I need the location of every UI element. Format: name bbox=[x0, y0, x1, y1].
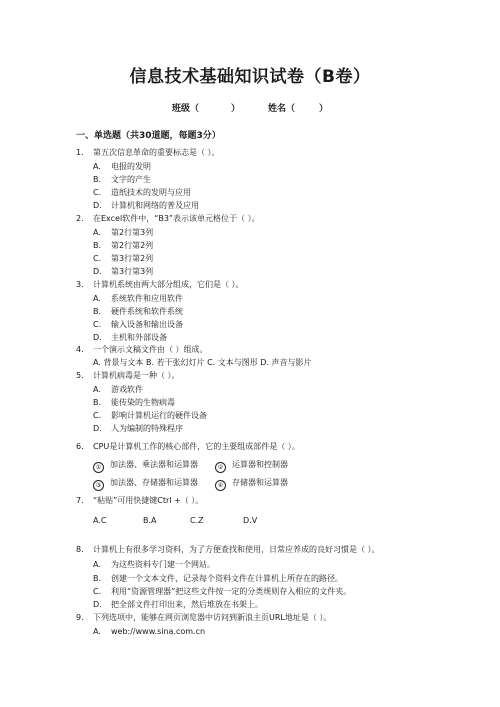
question-text: 在Excel软件中，“B3”表示该单元格位于（ ）。 bbox=[93, 214, 260, 223]
question-number: 7. bbox=[76, 496, 84, 505]
question-text: 一个演示文稿文件由（ ）组成。 bbox=[93, 345, 208, 354]
question-number: 3. bbox=[76, 280, 84, 289]
question-text: 计算机上有很多学习资料，为了方便查找和使用，日常应养成的良好习惯是（ ）。 bbox=[93, 545, 380, 554]
question-number: 5. bbox=[76, 371, 84, 380]
question-text: “粘贴”可用快捷键Ctrl +（ ）。 bbox=[93, 496, 204, 505]
class-close: ） bbox=[230, 104, 240, 114]
section-heading: 一、单选题（共30道题，每题3分） bbox=[76, 131, 221, 141]
class-label: 班级（ bbox=[171, 104, 199, 114]
question-number: 4. bbox=[76, 345, 84, 354]
question-number: 2. bbox=[76, 214, 84, 223]
name-label: 姓名（ bbox=[268, 104, 296, 114]
name-close: ） bbox=[319, 104, 329, 114]
circled-number: ① bbox=[93, 462, 104, 473]
question-text: 第五次信息革命的重要标志是（ ）。 bbox=[93, 148, 220, 157]
question-number: 1. bbox=[76, 148, 84, 157]
question-text: 计算机病毒是一种（ ）。 bbox=[93, 371, 180, 380]
exam-title: 信息技术基础知识试卷（B卷） bbox=[129, 67, 371, 87]
question-text: 下列选项中，能够在网页浏览器中访问到新浪主页URL地址是（ ）。 bbox=[93, 613, 332, 622]
circled-number: ④ bbox=[215, 480, 226, 491]
question-number: 6. bbox=[76, 442, 84, 451]
question-number: 9. bbox=[76, 613, 84, 622]
student-info-line bbox=[0, 101, 500, 114]
circled-number: ③ bbox=[93, 480, 104, 491]
circled-number: ② bbox=[215, 462, 226, 473]
exam-page: 信息技术基础知识试卷（B卷） 班级（ ） 姓名（ ） 一、单选题（共30道题，每题3分） 1. 第五次信息革命的重要标志是（ ）。 A. 电报的发明 B. 文字的产生 C. 造纸技术的发明与应用 D. 计算机和网络的普及应用 2. 在Excel软件中，“B3”表示该单元格位于（ ）。 A. 第2行第3列 B. 第2行第2列 C. 第3行第2列 D. 第3行第3列 3. 计算机系统由两大部分组成，它们是（ ）。 A. 系统软件和应用软件 B. 硬件系统和软件系统 C. 输入设备和输出设备 D. 主机和外部设备 4. 一个演示文稿文件由（ ）组成。 A. 背景与文本 B. 若干张幻灯片 C. 文本与图形 D. 声音与影片 5. 计算机病毒是一种（ ）。 A. 游戏软件 B. 能传染的生物病毒 C. 影响计算机运行的硬件设备 D. 人为编制的特殊程序 6. CPU是计算机工作的核心部件，它的主要组成部件是（ ）。 ① 加法器、乘法器和运算器 ② 运算器和控制器 ③ 加法器、存储器和运算器 ④ 存储器和运算器 7. “粘贴”可用快捷键Ctrl +（ ）。 A.C B.A C.Z D.V 8. 计算机上有很多学习资料，为了方便查找和使用，日常应养成的良好习惯是（ ）。 A. 为这些资料专门建一个网站。 B. 创建一个文本文件，记录每个资料文件在计算机上所存在的路径。 C. 利用“资源管理器”把这些文件按一定的分类规则存入相应的文件夹。 D. 把全部文件打印出来，然后堆放在书架上。 9. 下列选项中，能够在网页浏览器中访问到新浪主页URL地址是（ ）。 A. web://www.sina.com.cn bbox=[0, 0, 500, 707]
question-text: CPU是计算机工作的核心部件，它的主要组成部件是（ ）。 bbox=[93, 442, 300, 451]
question-number: 8. bbox=[76, 545, 84, 554]
question-text: 计算机系统由两大部分组成，它们是（ ）。 bbox=[93, 280, 244, 289]
